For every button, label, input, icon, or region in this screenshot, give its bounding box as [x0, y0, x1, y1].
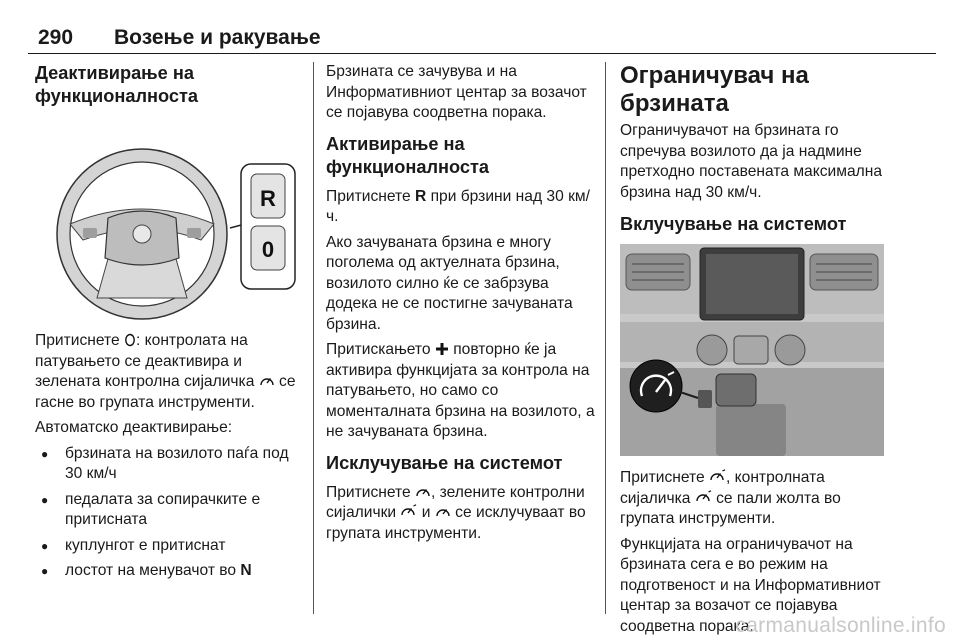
- column-divider-1: [313, 62, 314, 614]
- paragraph-press-plus: Притискањето повторно ќе ја активира функцијата за контрола на патувањето, но само со моменталната брзина на возилото, а не зачуваната брзина.: [326, 341, 595, 440]
- infotainment-screen-icon: [700, 248, 804, 320]
- plus-icon: [435, 342, 449, 356]
- climate-control-knobs-icon: [697, 335, 805, 365]
- paragraph-limiter-intro: Ограничувачот на брзината го спречува возилото да ја надмине претходно поставената максимална брзина над 30 км/ч.: [620, 122, 883, 201]
- list-item: ● лостот на менувачот во N: [35, 561, 303, 582]
- page-number: 290: [38, 26, 74, 49]
- cruise-control-lamp-icon: [415, 485, 431, 499]
- speed-limiter-lamp-icon: [709, 469, 726, 484]
- column-3: [620, 62, 892, 642]
- zero-button-icon: [124, 333, 136, 347]
- paragraph-limiter-standby: Функцијата на ограничувачот на брзината сега е во режим на подготвеност и на Информативниот центар за возачот се појавува соодветна порака.: [620, 535, 881, 635]
- paragraph-stored-speed-warning: Ако зачуваната брзина е многу поголема од актуелната брзина, возилото силно ќе се забрзува додека не се постигне зачуваната брзина.: [326, 233, 573, 333]
- heading-speed-limiter: Ограничувач на брзината: [620, 62, 809, 117]
- paragraph-press-off: Притиснете , зелените контролни сијалички и се исклучуваат во групата инструменти.: [326, 483, 586, 542]
- paragraph-press-limiter: Притиснете , контролната сијаличка се пали жолта во групата инструменти.: [620, 469, 841, 527]
- page-header: [28, 14, 936, 54]
- steering-wheel-figure: [35, 116, 299, 321]
- button-r-label: R: [260, 186, 276, 211]
- column-divider-2: [605, 62, 606, 614]
- heading-activation: Активирање на функционалноста: [326, 133, 489, 177]
- heading-switch-off: Исклучување на системот: [326, 452, 563, 473]
- steering-wheel-icon: [57, 149, 245, 319]
- cruise-control-lamp-icon: [259, 374, 275, 388]
- watermark: carmanualsonline.info: [735, 614, 946, 637]
- heading-switch-on: Вклучување на системот: [620, 214, 847, 234]
- cruise-control-lamp-icon: [435, 505, 451, 519]
- chapter-title: Возење и ракување: [114, 26, 321, 49]
- paragraph-auto-deactivation: Автоматско деактивирање:: [35, 419, 233, 436]
- cruise-control-buttons-callout: [241, 164, 295, 289]
- button-0-label: 0: [261, 237, 275, 262]
- dashboard-figure: [620, 244, 884, 456]
- column-1: [35, 62, 303, 587]
- list-item: ● педалата за сопирачките е притисната: [35, 490, 303, 531]
- paragraph-press-zero: Притиснете : контролата на патувањето се деактивира и зелената контролна сијаличка се гасне во групата инструменти.: [35, 332, 296, 411]
- speed-limiter-lamp-icon: [400, 504, 417, 519]
- paragraph-press-r: Притиснете R при брзини над 30 км/ч.: [326, 187, 590, 225]
- auto-deactivation-list: [35, 444, 303, 582]
- list-item: ● брзината на возилото паѓа под 30 км/ч: [35, 444, 303, 485]
- heading-deactivation: Деактивирање на функционалноста: [35, 63, 198, 106]
- speed-limiter-lamp-icon: [695, 490, 712, 505]
- list-item: ● куплунгот е притиснат: [35, 536, 303, 557]
- paragraph-speed-stored: Брзината се зачувува и на Информативниот центар за возачот се појавува соодветна порака.: [326, 63, 587, 121]
- column-2: [326, 62, 598, 549]
